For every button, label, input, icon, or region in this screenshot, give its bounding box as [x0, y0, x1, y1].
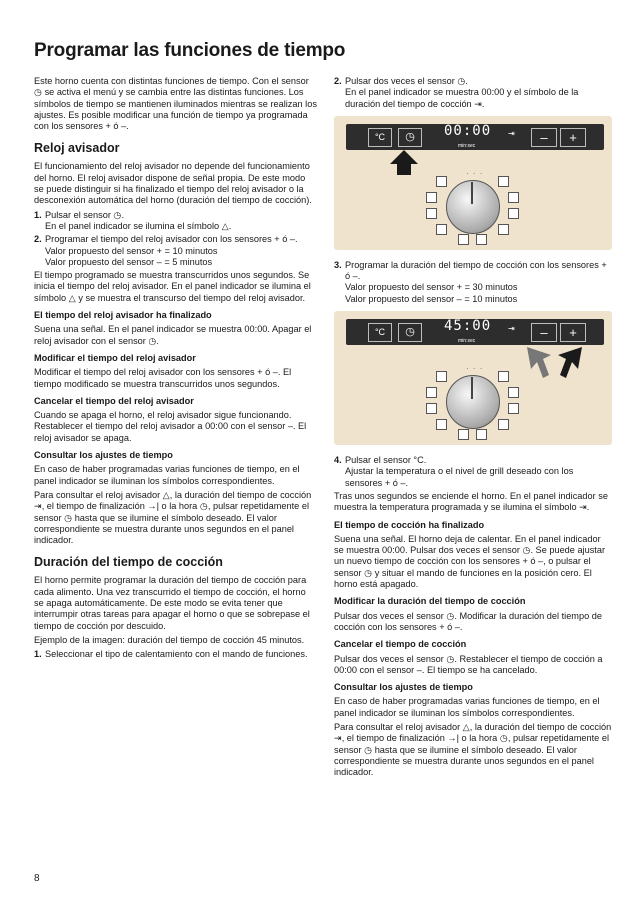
reloj-paragraph-2: El tiempo programado se muestra transcurridos unos segundos. Se inicia el tiempo del reloj avisador. En el panel indicador se ilumina el símbolo △ y se muestra el transcurso del tiempo del reloj avisador.	[34, 270, 311, 303]
mode-icon	[498, 419, 509, 430]
mode-icon	[498, 176, 509, 187]
reloj-cancelar-text: Cuando se apaga el horno, el reloj avisador sigue funcionando. Restablecer el tiempo del reloj avisador a 00:00 con el sensor –. El reloj avisador se apaga.	[34, 410, 307, 443]
step-subtext: Ajustar la temperatura o el nivel de grill deseado con los sensores + ó –.	[345, 466, 574, 488]
clock-sensor-button[interactable]: ◷	[398, 323, 422, 342]
duracion-step-3	[334, 260, 612, 305]
coccion-paragraph-1: Tras unos segundos se enciende el horno. En el panel indicador se muestra la temperatura programada y se ilumina el símbolo ⇥.	[334, 490, 608, 513]
coccion-cancelar-heading: Cancelar el tiempo de cocción	[334, 639, 467, 650]
right-column	[334, 76, 612, 782]
reloj-paragraph-1: El funcionamiento del reloj avisador no depende del funcionamiento del horno. El reloj avisador dispone de señal propia. De este modo se puede distinguir si ha finalizado el tiempo del reloj avisador o la desconexión automática del horno (duración del tiempo de cocción).	[34, 161, 312, 206]
reloj-step-2	[34, 234, 317, 268]
step-text: Programar el tiempo del reloj avisador con los sensores + ó –.	[45, 234, 298, 245]
pointer-arrow-stem	[397, 163, 411, 175]
mode-icon	[508, 387, 519, 398]
mode-icon	[426, 403, 437, 414]
knob-indicator-line	[471, 377, 473, 399]
pointer-arrow-icon	[390, 150, 418, 164]
reloj-finalizado-text: Suena una señal. En el panel indicador se muestra 00:00. Apagar el reloj avisador con el sensor ◷.	[34, 324, 312, 346]
page-number: 8	[34, 873, 40, 884]
step-number: 2.	[34, 234, 42, 245]
plus-sensor-button[interactable]: +	[560, 128, 586, 147]
duracion-step-1	[34, 649, 317, 660]
mode-icon	[508, 403, 519, 414]
mode-icon	[498, 371, 509, 382]
clock-sensor-button[interactable]: ◷	[398, 128, 422, 147]
step-subtext: Valor propuesto del sensor + = 10 minutos	[45, 245, 218, 256]
reloj-step-1	[34, 210, 317, 233]
minus-sensor-button[interactable]: –	[531, 128, 557, 147]
mode-icon	[476, 429, 487, 440]
oven-panel-illustration-1	[334, 116, 612, 250]
duracion-paragraph-2: Ejemplo de la imagen: duración del tiempo de cocción 45 minutos.	[34, 634, 305, 645]
coccion-finalizado-text: Suena una señal. El horno deja de calentar. En el panel indicador se muestra 00:00. Pulsar dos veces el sensor ◷. Se puede ajustar un nuevo tiempo de cocción con los sensores + ó –, o pulsar el sensor ◷ y situar el mando de funciones en la posición cero. El horno está apagado.	[334, 533, 606, 590]
step-text: Pulsar dos veces el sensor ◷.	[345, 76, 468, 86]
mode-icon	[436, 176, 447, 187]
cooking-duration-icon: ⇥	[508, 128, 515, 138]
mode-icon	[426, 387, 437, 398]
step-subtext: Valor propuesto del sensor – = 10 minutos	[345, 293, 518, 304]
reloj-modificar-text: Modificar el tiempo del reloj avisador con los sensores + ó –. El tiempo modificado se muestra transcurridos unos segundos.	[34, 367, 292, 389]
oven-panel-illustration-2	[334, 311, 612, 445]
duracion-paragraph-1: El horno permite programar la duración del tiempo de cocción para cada alimento. Una vez transcurrido el tiempo de cocción, el horno se apaga automáticamente. De este modo se evita tener que interrumpir otras tareas para apagar el horno o que se sobrepase el tiempo de cocción por descuido.	[34, 575, 310, 631]
reloj-modificar-heading: Modificar el tiempo del reloj avisador	[34, 352, 196, 363]
function-selector	[422, 168, 522, 244]
mode-icon	[458, 234, 469, 245]
reloj-consultar-text-1: En caso de haber programadas varias funciones de tiempo, en el panel indicador se iluminan los símbolos correspondientes.	[34, 464, 300, 486]
plus-sensor-button[interactable]: +	[560, 323, 586, 342]
step-text: Programar la duración del tiempo de cocción con los sensores + ó –.	[345, 259, 607, 282]
duracion-heading: Duración del tiempo de cocción	[34, 555, 223, 570]
minus-sensor-button[interactable]: –	[531, 323, 557, 342]
pointer-arrow-icon	[525, 345, 553, 381]
coccion-cancelar-text: Pulsar dos veces el sensor ◷. Restablecer el tiempo de cocción a 00:00 con el sensor –. El tiempo se ha cancelado.	[334, 653, 603, 675]
step-number: 1.	[34, 649, 42, 660]
reloj-consultar-text-2: Para consultar el reloj avisador △, la duración del tiempo de cocción ⇥, el tiempo de finalización →| o la hora ◷, pulsar repetidamente el sensor ◷ hasta que se ilumine el símbolo deseado. El valor correspondiente se muestra durante unos segundos en el panel indicador.	[34, 489, 312, 546]
mode-icon	[426, 192, 437, 203]
step-subtext: Valor propuesto del sensor + = 30 minutos	[345, 282, 518, 293]
duracion-step-4	[334, 455, 612, 489]
coccion-modificar-text: Pulsar dos veces el sensor ◷. Modificar la duración del tiempo de cocción con los sensores + ó –.	[334, 610, 602, 632]
step-text: Pulsar el sensor ◷.	[45, 209, 124, 220]
step-number: 2.	[334, 76, 342, 86]
duracion-step-2	[334, 76, 612, 110]
mode-icon	[458, 429, 469, 440]
mode-icon	[498, 224, 509, 235]
step-subtext: En el panel indicador se ilumina el símbolo △.	[45, 220, 232, 231]
coccion-modificar-heading: Modificar la duración del tiempo de cocción	[334, 596, 526, 607]
coccion-consultar-heading: Consultar los ajustes de tiempo	[334, 682, 473, 693]
min-sec-label: min:sec	[458, 338, 476, 345]
step-subtext: Valor propuesto del sensor – = 5 minutos	[45, 256, 213, 267]
mode-icon	[508, 208, 519, 219]
mode-icon	[436, 419, 447, 430]
step-number: 1.	[34, 209, 42, 220]
time-display: 00:00	[444, 122, 492, 139]
coccion-consultar-text-2: Para consultar el reloj avisador △, la duración del tiempo de cocción ⇥, el tiempo de finalización →| o la hora ◷, pulsar repetidamente el sensor ◷ hasta que se ilumine el símbolo deseado. El valor correspondiente se muestra durante unos segundos en el panel indicador.	[334, 722, 612, 778]
reloj-finalizado-heading: El tiempo del reloj avisador ha finalizado	[34, 310, 212, 321]
function-knob[interactable]	[446, 180, 500, 234]
min-sec-label: min:sec	[458, 142, 476, 149]
reloj-cancelar-heading: Cancelar el tiempo del reloj avisador	[34, 395, 194, 406]
function-knob[interactable]	[446, 375, 500, 429]
left-column	[34, 76, 317, 662]
indicator-dots: · · ·	[466, 168, 484, 178]
mode-icon	[476, 234, 487, 245]
step-subtext: En el panel indicador se muestra 00:00 y el símbolo de la duración del tiempo de cocción ⇥.	[345, 87, 579, 109]
step-number: 3.	[334, 259, 342, 270]
coccion-finalizado-heading: El tiempo de cocción ha finalizado	[334, 519, 485, 530]
pointer-arrow-icon	[556, 345, 584, 381]
step-text: Pulsar el sensor °C.	[345, 455, 427, 466]
time-display: 45:00	[444, 318, 492, 335]
temperature-sensor-button[interactable]: °C	[368, 323, 392, 342]
mode-icon	[436, 371, 447, 382]
cooking-duration-icon: ⇥	[508, 324, 515, 334]
page-title: Programar las funciones de tiempo	[34, 40, 346, 61]
reloj-consultar-heading: Consultar los ajustes de tiempo	[34, 450, 173, 461]
mode-icon	[436, 224, 447, 235]
knob-indicator-line	[471, 182, 473, 204]
mode-icon	[426, 208, 437, 219]
function-selector	[422, 363, 522, 439]
step-text: Seleccionar el tipo de calentamiento con el mando de funciones.	[45, 649, 308, 660]
intro-paragraph: Este horno cuenta con distintas funciones de tiempo. Con el sensor ◷ se activa el menú y se cambia entre las distintas funciones. Los símbolos de tiempo se mantienen iluminados mientras se realizan los ajustes. Es posible modificar una función de tiempo ya programada con los sensores + ó –.	[34, 76, 317, 132]
coccion-consultar-text-1: En caso de haber programadas varias funciones de tiempo, en el panel indicador se iluminan los símbolos correspondientes.	[334, 696, 600, 718]
mode-icon	[508, 192, 519, 203]
temperature-sensor-button[interactable]: °C	[368, 128, 392, 147]
reloj-avisador-heading: Reloj avisador	[34, 141, 120, 156]
step-number: 4.	[334, 455, 342, 466]
indicator-dots: · · ·	[466, 364, 484, 374]
